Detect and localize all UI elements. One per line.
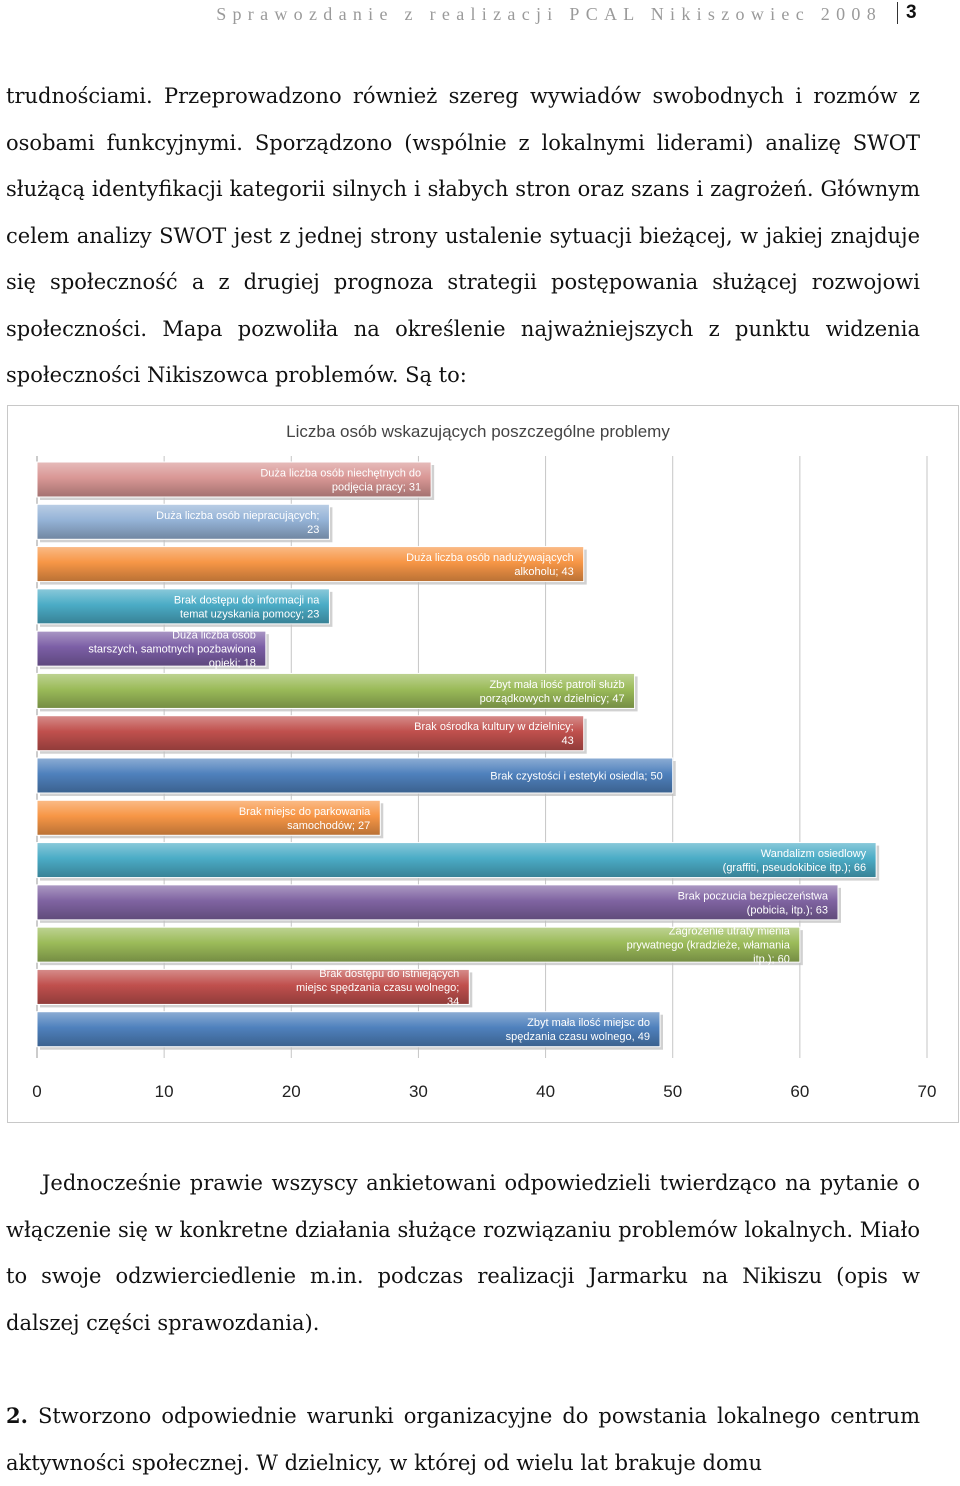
- paragraph-survey: Jednocześnie prawie wszyscy ankietowani odpowiedzieli twierdząco na pytanie o włączenie się w konkretne działania służące rozwiązaniu problemów lokalnych. Miało to swoje odzwierciedlenie m.in. podczas realizacji Jarmarku na Nikiszu (opis w dalszej części sprawozdania).: [6, 1171, 920, 1335]
- chart-title: Liczba osób wskazujących poszczególne problemy: [286, 422, 670, 441]
- list-text: Stworzono odpowiednie warunki organizacyjne do powstania lokalnego centrum aktywności społecznej. W dzielnicy, w której od wielu lat brakuje domu: [6, 1404, 920, 1475]
- bar-data-label: Duża liczba osób: [172, 629, 256, 642]
- x-tick-label: 0: [32, 1082, 42, 1101]
- bar-data-label: 43: [561, 735, 574, 748]
- x-tick-label: 40: [536, 1082, 556, 1101]
- bar-data-label: Duża liczba osób niechętnych do: [260, 467, 422, 480]
- bar-data-label: (pobicia, itp.); 63: [746, 904, 828, 917]
- bar-data-label: starszych, samotnych pozbawiona: [88, 643, 256, 656]
- x-tick-label: 70: [917, 1082, 937, 1101]
- bar-data-label: Zbyt mała ilość patroli służb: [489, 678, 625, 691]
- bar-data-label: prywatnego (kradzieże, włamania: [626, 939, 790, 952]
- bar-data-label: Wandalizm osiedlowy: [760, 848, 867, 861]
- bar-data-label: Brak dostępu do istniejących: [319, 967, 460, 980]
- bar-data-label: Zagrożenie utraty mienia: [668, 925, 790, 938]
- paragraph-point-2: [6, 1393, 920, 1486]
- bar-data-label: alkoholu; 43: [514, 566, 574, 579]
- bar-data-label: itp.); 60: [753, 953, 790, 966]
- bar-data-label: (graffiti, pseudokibice itp.); 66: [722, 862, 867, 875]
- bar-data-label: opieki; 18: [208, 657, 256, 670]
- problems-chart: [7, 405, 959, 1123]
- paragraph-swot: trudnościami. Przeprowadzono również szereg wywiadów swobodnych i rozmów z osobami funkcyjnymi. Sporządzono (wspólnie z lokalnymi liderami) analizę SWOT służącą identyfikacji kategorii silnych i słabych stron oraz szans i zagrożeń. Głównym celem analizy SWOT jest z jednej strony ustalenie sytuacji bieżącej, w jakiej znajduje się społeczność a z drugiej prognoza strategii postępowania służącej rozwojowi społeczności. Mapa pozwoliła na określenie najważniejszych z punktu widzenia społeczności Nikiszowca problemów. Są to:: [6, 84, 920, 387]
- bar-data-label: Duża liczba osób nadużywających: [406, 552, 574, 565]
- bar-data-label: spędzania czasu wolnego, 49: [505, 1031, 650, 1044]
- bar-data-label: porządkowych w dzielnicy; 47: [479, 692, 625, 705]
- bar-data-label: 23: [307, 523, 320, 536]
- bar-data-label: Brak poczucia bezpieczeństwa: [677, 890, 828, 903]
- header-divider: [897, 2, 898, 24]
- page-number: 3: [906, 2, 917, 23]
- bar-data-label: temat uzyskania pomocy; 23: [180, 608, 320, 621]
- bar-data-label: Brak ośrodka kultury w dzielnicy;: [414, 721, 574, 734]
- x-tick-label: 20: [281, 1082, 301, 1101]
- bar-data-label: Duża liczba osób niepracujących;: [156, 509, 320, 522]
- x-tick-label: 60: [790, 1082, 810, 1101]
- bar-data-label: 34: [447, 995, 460, 1008]
- bar-data-label: samochodów; 27: [287, 819, 371, 832]
- x-tick-label: 10: [154, 1082, 174, 1101]
- bar-data-label: Brak dostępu do informacji na: [173, 594, 320, 607]
- x-tick-label: 30: [408, 1082, 428, 1101]
- list-number: 2.: [6, 1403, 28, 1428]
- running-header-title: Sprawozdanie z realizacji PCAL Nikiszowiec 2008: [216, 4, 882, 24]
- bar-data-label: Brak miejsc do parkowania: [238, 805, 371, 818]
- bar-data-label: podjęcia pracy; 31: [331, 481, 422, 494]
- bar-data-label: miejsc spędzania czasu wolnego;: [296, 981, 460, 994]
- bar-data-label: Brak czystości i estetyki osiedla; 50: [490, 770, 663, 783]
- chart-canvas: [8, 406, 958, 1122]
- bar-data-label: Zbyt mała ilość miejsc do: [527, 1017, 650, 1030]
- x-tick-label: 50: [663, 1082, 683, 1101]
- page-header: [0, 0, 930, 30]
